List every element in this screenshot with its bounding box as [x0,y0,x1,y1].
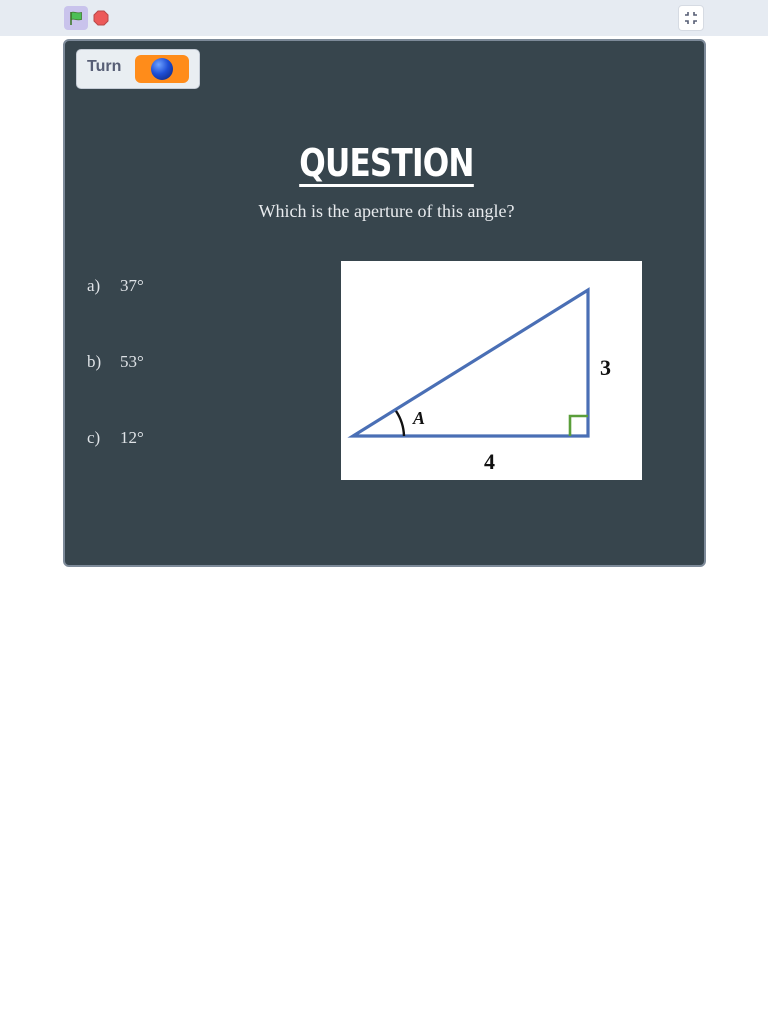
option-value: 37° [120,276,144,295]
green-flag-icon [68,10,84,26]
option-letter: a) [87,276,101,295]
stop-button[interactable] [92,9,110,27]
exit-fullscreen-button[interactable] [678,5,704,31]
triangle-shape [353,290,588,436]
option-letter: b) [87,352,102,371]
stage-controls-bar [0,0,768,36]
green-flag-button[interactable] [64,6,88,30]
stop-icon [93,10,109,26]
question-title: QUESTION [299,141,474,185]
option-letter: c) [87,428,101,447]
variable-monitor-label: Turn [87,58,122,75]
answer-option-b[interactable] [87,352,144,372]
answer-option-c[interactable] [87,428,144,448]
right-triangle-diagram [341,261,642,480]
option-value: 12° [120,428,144,447]
angle-arc [396,411,404,436]
vertical-side-label: 3 [600,355,611,380]
angle-label: A [413,408,426,428]
variable-monitor-value [135,55,189,83]
right-angle-marker [570,416,588,436]
option-value: 53° [120,352,144,371]
answer-option-a[interactable] [87,276,144,296]
blue-ball-icon [151,58,173,80]
variable-monitor-turn[interactable] [76,49,200,89]
horizontal-side-label: 4 [484,449,495,474]
triangle-figure [341,261,642,480]
exit-fullscreen-icon [684,11,698,25]
question-prompt: Which is the aperture of this angle? [258,201,515,221]
stage-canvas[interactable] [63,39,706,567]
